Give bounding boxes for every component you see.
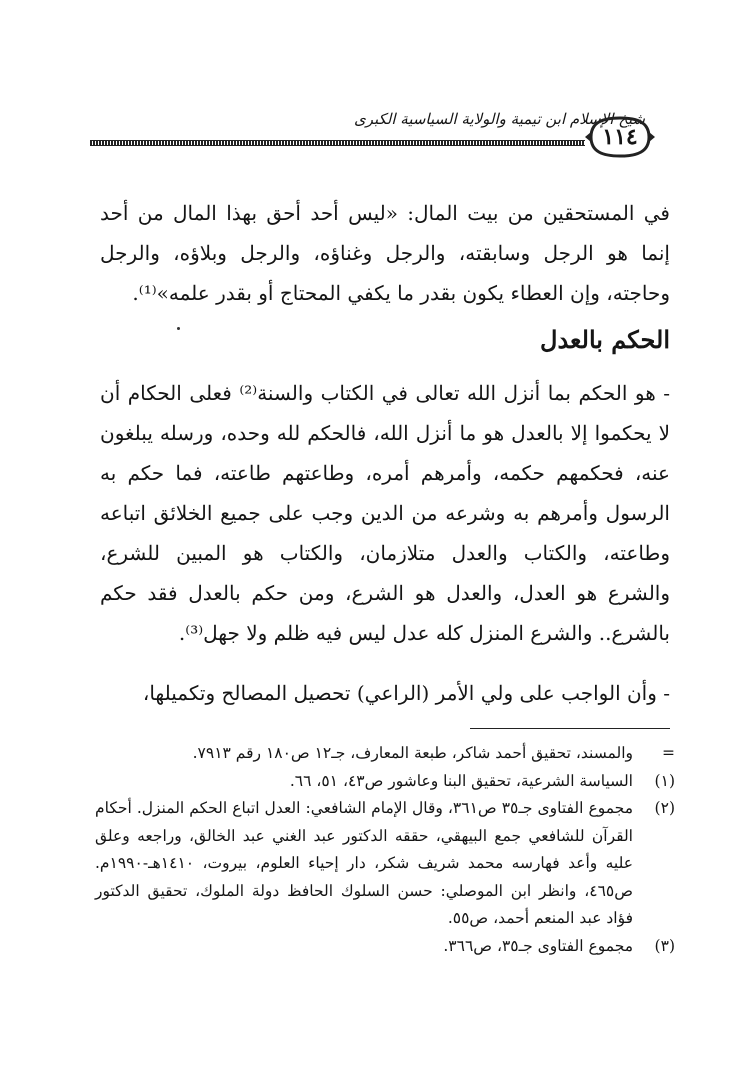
header-rule	[90, 140, 585, 146]
footnote-text: مجموع الفتاوى جـ٣٥، ص٣٦٦.	[443, 936, 633, 955]
footnote-mark: =	[662, 744, 675, 762]
footnotes	[95, 740, 675, 960]
footnote-continued	[95, 740, 675, 768]
footnote-3	[95, 933, 675, 961]
footnote-mark: (٣)	[654, 936, 675, 955]
footnote-separator	[470, 728, 670, 729]
page-number-ornament	[583, 114, 657, 160]
paragraph-3: - وأن الواجب على ولي الأمر (الراعي) تحصيل المصالح وتكميلها،	[142, 681, 670, 705]
running-title: شيخ الإسلام ابن تيمية والولاية السياسية الكبرى	[353, 110, 645, 128]
footnote-text: السياسة الشرعية، تحقيق البنا وعاشور ص٤٣، ٥١، ٦٦.	[289, 771, 633, 790]
footnote-mark: (١)	[654, 771, 675, 790]
page-number: ١١٤	[602, 124, 638, 150]
section-heading: الحكم بالعدل	[540, 325, 670, 354]
ink-dot	[177, 327, 180, 330]
footnote-text: والمسند، تحقيق أحمد شاكر، طبعة المعارف، جـ١٢ ص١٨٠ رقم ٧٩١٣.	[192, 744, 633, 762]
footnote-2	[95, 795, 675, 933]
paragraph-1: في المستحقين من بيت المال: «ليس أحد أحق بهذا المال من أحد إنما هو الرجل وسابقته، والرجل وغناؤه، والرجل وبلاؤه، والرجل وحاجته، وإن العطاء يكون بقدر ما يكفي المحتاج أو بقدر علمه»⁽¹⁾.	[100, 201, 670, 305]
paragraph-2: - هو الحكم بما أنزل الله تعالى في الكتاب والسنة⁽²⁾ فعلى الحكام أن لا يحكموا إلا بالعدل هو ما أنزل الله، فالحكم لله وحده، ورسله يبلغون عنه، فحكمهم حكمه، وأمرهم أمره، وطاعتهم طاعته، فما حكم به الرسول وأمرهم به وشرعه من الدين وجب على جميع الخلائق اتباعه وطاعته، والكتاب والعدل متلازمان، والكتاب هو المبين للشرع، والشرع هو العدل، والعدل هو الشرع، ومن حكم بالعدل فقد حكم بالشرع.. والشرع المنزل كله عدل ليس فيه ظلم ولا جهل⁽³⁾.	[100, 381, 671, 645]
page-header	[0, 0, 751, 160]
footnote-mark: (٢)	[654, 799, 675, 817]
footnote-text: مجموع الفتاوى جـ٣٥ ص٣٦١، وقال الإمام الشافعي: العدل اتباع الحكم المنزل. أحكام القرآن للشافعي جمع البيهقي، حققه الدكتور عبد الغني عبد الخالق، وراجعه وعلق عليه وأعد فهارسه محمد شريف شكر، دار إحياء العلوم، بيروت، ١٤١٠هـ-١٩٩٠م. ص٤٦٥، وانظر ابن الموصلي: حسن السلوك الحافظ دولة الملوك، تحقيق الدكتور فؤاد عبد المنعم أحمد، ص٥٥.	[95, 799, 633, 927]
footnote-1	[95, 768, 675, 796]
